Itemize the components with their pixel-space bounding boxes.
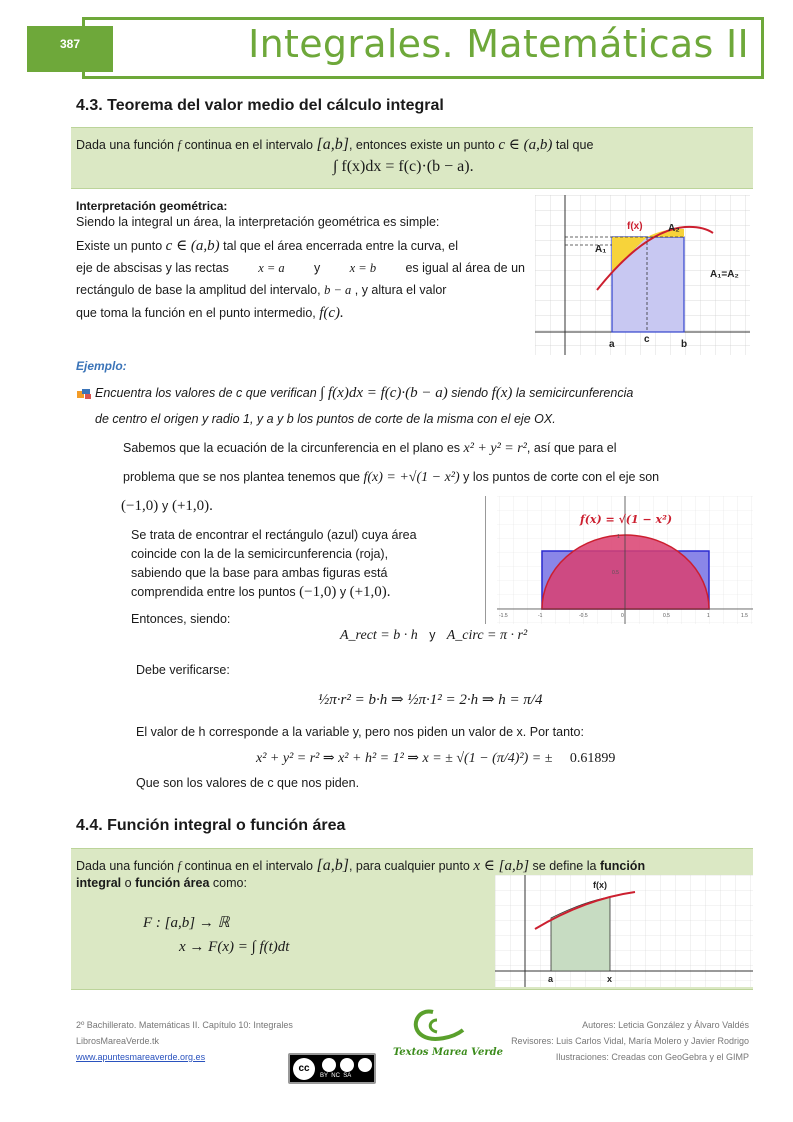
geo-text: , y altura el valor (354, 283, 447, 297)
x-tick: -0.5 (579, 613, 588, 619)
geo-line (76, 261, 525, 283)
def-bold: función área (135, 876, 210, 890)
footer-site: LibrosMareaVerde.tk (76, 1036, 160, 1046)
point-right: (+1,0). (349, 584, 391, 600)
section-heading-4-4: 4.4. Función integral o función área (76, 817, 346, 834)
geo-paragraph (76, 215, 525, 327)
solution-text: Sabemos que la ecuación de la circunferencia en el plano es (123, 441, 461, 455)
fig1-c-label: c (644, 334, 650, 345)
x-tick: -1 (538, 613, 543, 619)
rect-line: coincide con la de la semicircunferencia (roja), (131, 547, 389, 561)
point-right: (+1,0). (171, 498, 213, 514)
rect-line: sabiendo que la base para ambas figuras está (131, 566, 388, 580)
logo-text: Textos Marea Verde (393, 1047, 503, 1058)
definition-line-2 (76, 876, 247, 890)
semicircle-figure (485, 496, 753, 624)
siendo-text: Entonces, siendo: (131, 612, 231, 626)
solution-text: problema que se nos plantea tenemos que (123, 470, 360, 484)
section-heading-4-3: 4.3. Teorema del valor medio del cálculo integral (76, 97, 444, 114)
footer-link[interactable]: www.apuntesmareaverde.org.es (76, 1052, 206, 1062)
geo-text: Existe un punto (76, 239, 163, 253)
solution-math: x² + y² = r² (463, 441, 527, 456)
solution-line-1 (123, 441, 617, 457)
footer-authors: Autores: Leticia González y Álvaro Valdés (582, 1020, 749, 1030)
geo-text: que toma la función en el punto intermedio, (76, 306, 316, 320)
fig1-fx-label: f(x) (627, 221, 643, 232)
fig2-fx-label: f(x) = √(1 − x²) (580, 513, 673, 526)
cc-icon: cc (293, 1058, 315, 1080)
footer-right (511, 1017, 749, 1065)
theorem-formula: ∫ f(x)dx = f(c)·(b − a). (333, 158, 474, 175)
example-fx: f(x) (491, 385, 513, 401)
fig3-a-label: a (548, 974, 554, 984)
def-bold: integral (76, 876, 122, 890)
solution-line-2 (123, 470, 659, 486)
definition-box (71, 848, 753, 990)
theorem-point: c ∈ (a,b) (498, 137, 553, 153)
geo-heading: Interpretación geométrica: (76, 199, 228, 213)
map-line: F : [a,b] → ℝ (143, 915, 230, 931)
footer-illustrations: Ilustraciones: Creadas con GeoGebra y el GIMP (555, 1052, 749, 1062)
def-text: o (124, 876, 132, 890)
area-circ-formula: A_circ = π · r² (446, 628, 528, 643)
example-formula: ∫ f(x)dx = f(c)·(b − a) (320, 385, 448, 401)
sa-icon (358, 1058, 372, 1072)
final-text: Que son los valores de c que nos piden. (136, 776, 360, 790)
footer-course: 2º Bachillerato. Matemáticas II. Capítulo 10: Integrales (76, 1020, 293, 1030)
def-interval: [a,b] (316, 857, 349, 874)
theorem-statement (76, 135, 593, 154)
x-value: 0.61899 (569, 751, 616, 766)
solution-text: , así que para el (526, 441, 617, 455)
pencil-icon (76, 388, 92, 400)
footer-reviewers: Revisores: Luis Carlos Vidal, María Molero y Javier Rodrigo (511, 1036, 749, 1046)
geo-line (76, 305, 525, 327)
theorem-text: Dada una función (76, 138, 174, 152)
def-bold: función (599, 859, 646, 873)
area-y: y (429, 628, 436, 642)
def-text: continua en el intervalo (184, 859, 314, 873)
footer-left (76, 1017, 293, 1065)
debe-formula: ½π·r² = b·h ⇒ ½π·1² = 2·h ⇒ h = π/4 (318, 692, 543, 708)
x-tick: 0.5 (663, 613, 670, 619)
fig3-x-label: x (607, 974, 613, 984)
geo-line: Siendo la integral un área, la interpretación geométrica es simple: (76, 215, 440, 229)
definition-line-1 (76, 856, 645, 875)
fig1-equal-label: A₁=A₂ (710, 269, 739, 280)
example-statement-2: de centro el origen y radio 1, y a y b los puntos de corte de la misma con el eje OX. (95, 412, 556, 426)
geo-math: f(c). (319, 305, 344, 321)
fig3-fx-label: f(x) (593, 880, 607, 890)
example-text: Encuentra los valores de c que verifican (95, 386, 317, 400)
def-f: f (177, 859, 181, 873)
geo-math: b − a (324, 283, 352, 297)
def-text: Dada una función (76, 859, 174, 873)
theorem-text: continua en el intervalo (184, 138, 314, 152)
grid (495, 875, 753, 987)
area-function-figure (495, 875, 753, 987)
def-text: , para cualquier punto (348, 859, 470, 873)
example-text: siendo (451, 386, 489, 400)
solution-text: y los puntos de corte con el eje son (463, 470, 660, 484)
example-statement-1 (95, 385, 633, 402)
geo-text: es igual al área de un (405, 261, 525, 275)
area-rect-formula: A_rect = b · h (340, 628, 418, 643)
x-formula-text: x² + y² = r² ⇒ x² + h² = 1² ⇒ x = ± √(1 − (π/4)²) = ± (256, 751, 553, 766)
point-left: (−1,0) (121, 498, 159, 514)
wave-logo-icon (393, 1008, 479, 1044)
fig1-a1-label: A₁ (595, 244, 607, 255)
x-tick: 0 (621, 613, 624, 619)
solution-line-3 (121, 498, 213, 515)
theorem-text: tal que (555, 138, 594, 152)
page-title: Integrales. Matemáticas II (248, 22, 749, 66)
h-line: El valor de h corresponde a la variable y, pero nos piden un valor de x. Por tanto: (136, 725, 584, 739)
def-text: se define la (532, 859, 597, 873)
geo-math: c ∈ (a,b) (165, 238, 220, 254)
fig1-b-label: b (681, 339, 688, 350)
x-formula (256, 750, 615, 767)
y-tick-0-5: 0.5 (612, 570, 619, 576)
cc-text: BY NC SA (320, 1073, 352, 1079)
area-formulas (340, 628, 527, 644)
debe-text: Debe verificarse: (136, 663, 230, 677)
geo-text: rectángulo de base la amplitud del intervalo, (76, 283, 321, 297)
theorem-interval: [a,b] (316, 136, 349, 153)
mean-value-figure (535, 195, 750, 355)
nc-icon (340, 1058, 354, 1072)
rect-line (131, 583, 476, 602)
geo-text: eje de abscisas y las rectas (76, 261, 229, 275)
cc-license-badge[interactable] (288, 1053, 376, 1084)
geo-line (76, 283, 525, 305)
solution-text: y (161, 499, 169, 513)
def-point: x ∈ [a,b] (473, 858, 530, 874)
geo-math: x = b (349, 261, 377, 275)
example-text: la semicircunferencia (515, 386, 634, 400)
fig1-a-label: a (609, 339, 615, 350)
geo-math: x = a (258, 261, 285, 275)
point-left: (−1,0) (299, 584, 337, 600)
rect-text: y (339, 585, 347, 599)
geo-text: tal que el área encerrada entre la curva, el (223, 239, 459, 253)
x-tick: 1.5 (741, 613, 748, 619)
fig1-a2-label: A₂ (668, 223, 680, 234)
solution-math: f(x) = +√(1 − x²) (363, 470, 460, 485)
marea-verde-logo (393, 1008, 503, 1060)
x-tick: -1.5 (499, 613, 508, 619)
x-tick: 1 (707, 613, 710, 619)
def-text: como: (212, 876, 247, 890)
theorem-box (71, 127, 753, 189)
y-tick-1: 1 (617, 534, 620, 540)
geo-text: y (314, 261, 321, 275)
example-label: Ejemplo: (76, 359, 127, 373)
rect-line: Se trata de encontrar el rectángulo (azul) cuya área (131, 528, 417, 542)
rect-text: comprendida entre los puntos (131, 585, 296, 599)
geo-line (76, 236, 525, 261)
by-icon (322, 1058, 336, 1072)
page-number-badge: 387 (27, 26, 113, 72)
theorem-text: , entonces existe un punto (348, 138, 495, 152)
definition-formula: x → F(x) = ∫ f(t)dt (179, 939, 290, 955)
rect-paragraph (131, 526, 476, 602)
theorem-f: f (177, 138, 181, 152)
